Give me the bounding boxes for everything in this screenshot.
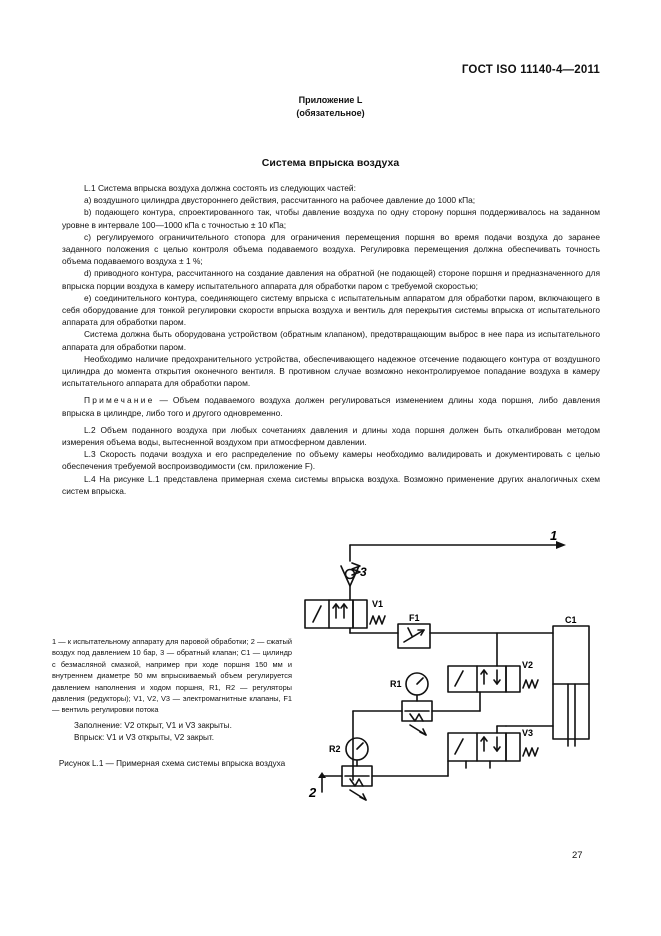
flow-valve-f1	[398, 624, 430, 648]
list-item-b: b) подающего контура, спроектированного так, чтобы давление воздуха по одну сторону поршня поддерживалось на заданном уровне в интервале 100—1000 кПа с точностью ± 10 кПа;	[62, 207, 600, 230]
label-c1: C1	[565, 615, 577, 625]
label-r1: R1	[390, 679, 402, 689]
pressure-regulator-r1	[402, 673, 432, 735]
list-item-d: d) приводного контура, рассчитанного на создание давления на обратной (не подающей) стороне поршня и предназначенного для впрыска порции воздуха в камеру испытательного аппарата для обработки паром с требуемой скоростью;	[62, 268, 600, 291]
label-r2: R2	[329, 744, 341, 754]
appendix-status: (обязательное)	[296, 108, 365, 118]
outlet-arrow	[556, 541, 566, 549]
note-label: Примечание	[84, 395, 155, 406]
cylinder-c1	[553, 626, 589, 746]
page-number: 27	[572, 850, 583, 861]
fill-state: Заполнение: V2 открыт, V1 и V3 закрыты.	[74, 720, 232, 730]
paragraph-l1: L.1 Система впрыска воздуха должна состоять из следующих частей:	[84, 183, 356, 193]
section-title: Система впрыска воздуха	[261, 157, 400, 169]
label-1: 1	[550, 528, 558, 543]
paragraph-l3: L.3 Скорость подачи воздуха и его распределение по объему камеры необходимо валидировать и документировать с целью обеспечения требуемой воспроизводимости (см. приложение F).	[62, 449, 600, 472]
paragraph-l2: L.2 Объем поданного воздуха при любых сочетаниях давления и длины хода поршня должен быть откалиброван методом измерения объема воды, вытесненной воздухом при атмосферном давлении.	[62, 424, 600, 448]
paragraph-l4: L.4 На рисунке L.1 представлена примерная схема системы впрыска воздуха. Возможно применение других аналогичных схем систем впрыска.	[62, 473, 600, 496]
appendix-title: Приложение L	[298, 95, 363, 105]
paragraph-check-valve: Система должна быть оборудована устройством (обратным клапаном), предотвращающим выброс в нее пара из испытательного аппарата для обработки паром.	[62, 329, 600, 352]
figure-legend: 1 — к испытательному аппарату для паровой обработки; 2 — сжатый воздух под давлением 10 бар, 3 — обратный клапан; C1 — цилиндр с безмасляной смазкой, например при ходе поршня 150 мм и внутреннем диаметре 50 мм впрыскиваемый объем регулируется давлением наполнения и ходом поршня, R1, R2 — регуляторы давления (редукторы); V1, V2, V3 — электромагнитные клапаны, F1 — вентиль регулировки потока	[52, 637, 292, 715]
list-item-a: а) воздушного цилиндра двустороннего действия, рассчитанного на рабочее давление до 1000 кПа;	[84, 195, 476, 206]
note-text: — Объем подаваемого воздуха должен регулироваться изменением длины хода поршня, либо давления впрыска в цилиндре, либо того и другого одновременно.	[62, 395, 600, 418]
list-item-c: с) регулируемого ограничительного стопора для ограничения перемещения поршня во время подачи воздуха до заранее заданного положения с целью контроля объема подаваемого воздуха. Регулировка перемещения должна обеспечивать точность объема подаваемого воздуха ± 1 %;	[62, 231, 600, 267]
figure-caption: Рисунок L.1 — Примерная схема системы впрыска воздуха	[58, 758, 286, 768]
check-valve-3	[341, 563, 360, 600]
supply-arrow	[318, 772, 326, 778]
label-v2: V2	[522, 660, 534, 670]
document-header: ГОСТ ISO 11140-4—2011	[461, 64, 600, 76]
label-f1: F1	[409, 613, 420, 623]
paragraph-safety: Необходимо наличие предохранительного устройства, обеспечивающего надежное отсечение подающего контура от воздушного цилиндра до момента открытия оконечного вентиля. В противном случае возможно неконтролируемое попадание воздуха в камеру испытательного аппарата для обработки паром.	[62, 353, 600, 389]
label-v1: V1	[372, 599, 384, 609]
label-v3: V3	[522, 728, 534, 738]
pressure-regulator-r2	[342, 738, 372, 800]
inject-state: Впрыск: V1 и V3 открыты, V2 закрыт.	[74, 732, 215, 742]
label-3: 3	[360, 565, 367, 579]
label-2: 2	[309, 785, 317, 800]
list-item-e: е) соединительного контура, соединяющего систему впрыска с испытательным аппаратом для обработки паром, включающего в себя оборудование для тонкой регулировки скорости впрыска воздуха и вентиль для перекрытия системы впрыска от испытательного аппарата для обработки паром.	[62, 292, 600, 328]
